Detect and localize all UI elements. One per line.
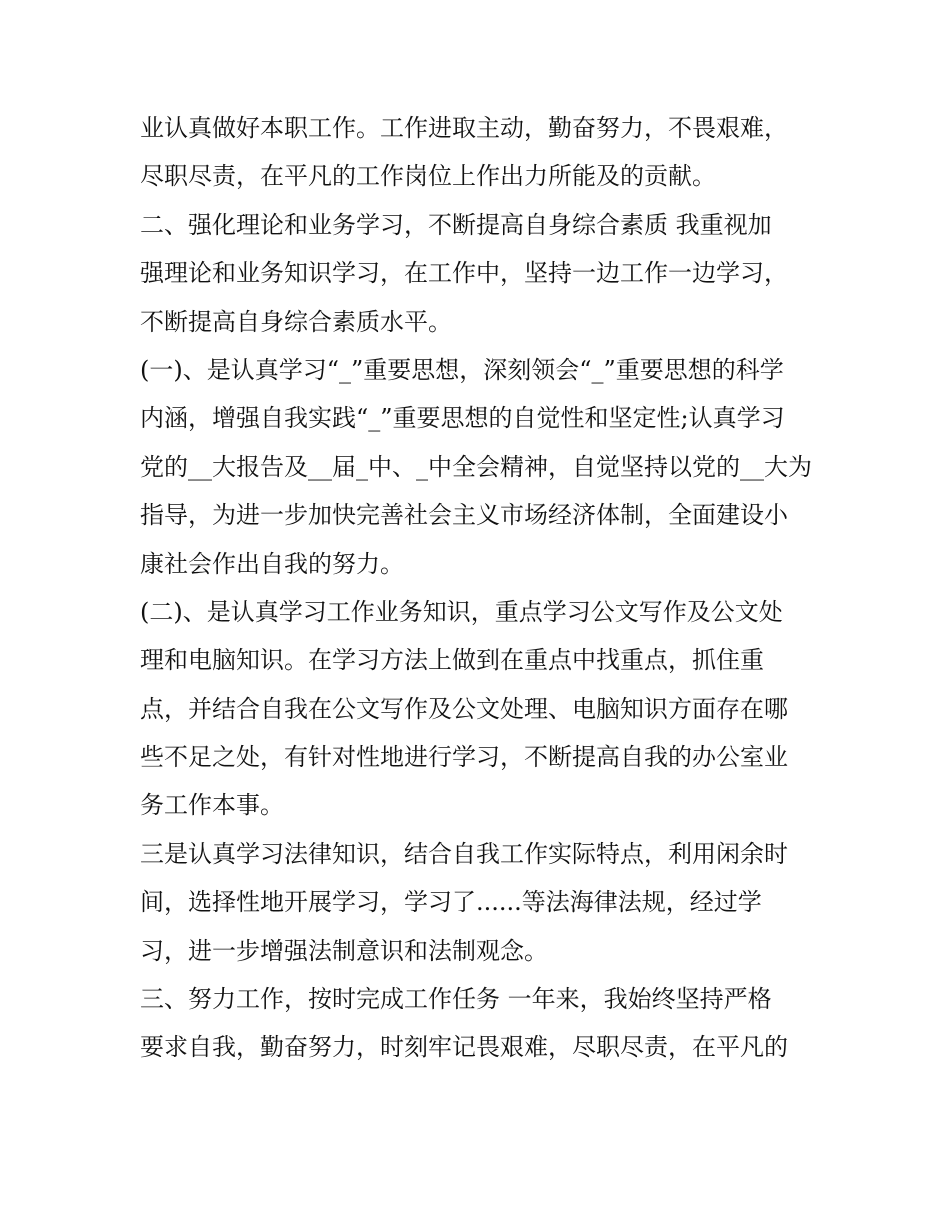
text-line: 三、努力工作，按时完成工作任务 一年来，我始终坚持严格: [140, 985, 772, 1014]
text-line: 要求自我，勤奋努力，时刻牢记畏艰难，尽职尽责，在平凡的: [140, 1033, 788, 1062]
text-line: 尽职尽责，在平凡的工作岗位上作出力所能及的贡献。: [140, 162, 716, 191]
text-line: 点，并结合自我在公文写作及公文处理、电脑知识方面存在哪: [140, 694, 788, 723]
document-body: [140, 104, 820, 1072]
text-line: 务工作本事。: [140, 791, 284, 820]
text-line: (二)、是认真学习工作业务知识，重点学习公文写作及公文处: [140, 597, 783, 626]
text-line: 党的__大报告及__届_中、_中全会精神，自觉坚持以党的__大为: [140, 452, 812, 481]
text-line: 业认真做好本职工作。工作进取主动，勤奋努力，不畏艰难，: [140, 114, 788, 142]
text-line: 强理论和业务知识学习，在工作中，坚持一边工作一边学习，: [140, 259, 788, 288]
text-line: 些不足之处，有针对性地进行学习，不断提高自我的办公室业: [140, 743, 788, 772]
text-line: 不断提高自身综合素质水平。: [140, 307, 452, 336]
text-line: 内涵，增强自我实践“_”重要思想的自觉性和坚定性;认真学习: [140, 404, 785, 433]
text-line: 理和电脑知识。在学习方法上做到在重点中找重点，抓住重: [140, 646, 764, 675]
text-line: (一)、是认真学习“_”重要思想，深刻领会“_”重要思想的科学: [140, 355, 784, 384]
text-line: 间，选择性地开展学习，学习了......等法海律法规，经过学: [140, 888, 762, 917]
text-line: 三是认真学习法律知识，结合自我工作实际特点，利用闲余时: [140, 839, 788, 868]
text-line: 习，进一步增强法制意识和法制观念。: [140, 936, 548, 965]
text-line: 二、强化理论和业务学习，不断提高自身综合素质 我重视加: [140, 210, 772, 239]
text-line: 康社会作出自我的努力。: [140, 549, 404, 578]
text-line: 指导，为进一步加快完善社会主义市场经济体制，全面建设小: [140, 501, 788, 530]
